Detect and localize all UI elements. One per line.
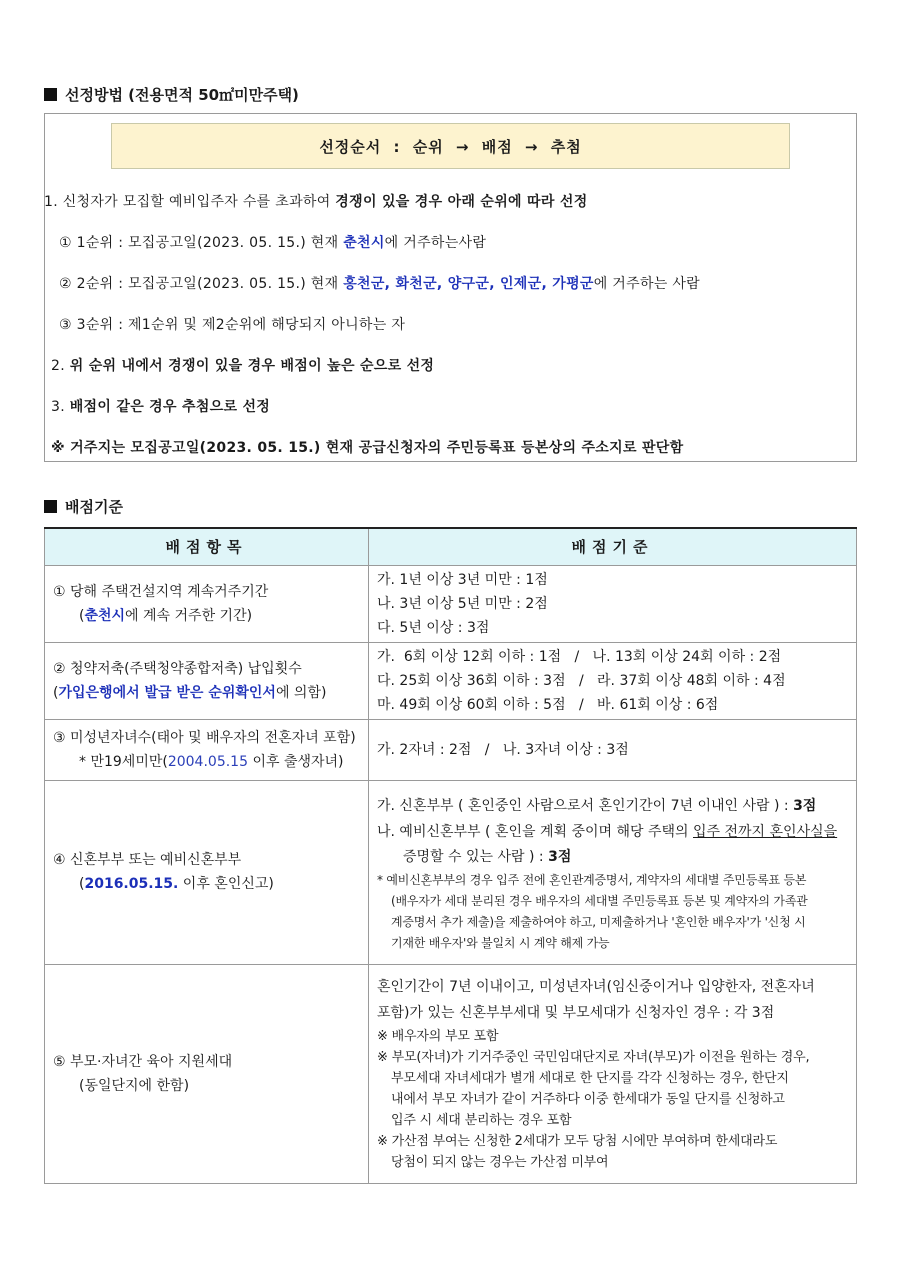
- section-title-text: 배점기준: [65, 498, 123, 516]
- score-criteria: 혼인기간이 7년 이내이고, 미성년자녀(임신중이거나 입양한자, 전혼자녀 포함)가 있는 신혼부부세대 및 부모세대가 신청자인 경우 : 각 3점 ※ 배우자의 부모 포함 ※ 부모(자녀)가 기거주중인 국민임대단지로 자녀(부모)가 이전을 원하는 경우, 부모세대 자녀세대가 별개 세대로 한 단지를 각각 신청하는 경우, 한단지 내에서 부모 자녀가 같이 거주하다 이중 한세대가 동일 단지를 신청하고 입주 시 세대 분리하는 경우 포함 ※ 가산점 부여는 신청한 2세대가 모두 당첨 시에만 부여하며 한세대라도 당첨이 되지 않는 경우는 가산점 미부여: [369, 964, 857, 1183]
- table-row: [45, 642, 857, 719]
- table-header-row: [45, 528, 857, 565]
- selection-order-box: 선정순서 : 순위 → 배점 → 추첨: [111, 123, 790, 169]
- rank-1: ① 1순위 : 모집공고일(2023. 05. 15.) 현재 춘천시에 거주하는사람: [59, 235, 487, 251]
- section-title-text: 선정방법 (전용면적 50㎡미만주택): [65, 86, 299, 104]
- section-title-scoring: [44, 496, 123, 517]
- competition-rule: 1. 신청자가 모집할 예비입주자 수를 초과하여 경쟁이 있을 경우 아래 순위에 따라 선정: [44, 194, 588, 210]
- score-criteria: 가. 신혼부부 ( 혼인중인 사람으로서 혼인기간이 7년 이내인 사람 ) : 3점 나. 예비신혼부부 ( 혼인을 계획 중이며 해당 주택의 입주 전까지 혼인사실을 증명할 수 있는 사람 ) : 3점 * 예비신혼부부의 경우 입주 전에 혼인관계증명서, 계약자의 세대별 주민등록표 등본 (배우자가 세대 분리된 경우 배우자의 세대별 주민등록표 등본 및 계약자의 가족관 계증명서 추가 제출)을 제출하여야 하고, 미제출하거나 '혼인한 배우자'가 '신청 시 기재한 배우자'와 불일치 시 계약 해제 가능: [369, 780, 857, 964]
- score-criteria: 가. 2자녀 : 2점 / 나. 3자녀 이상 : 3점: [369, 719, 857, 780]
- table-row: [45, 964, 857, 1183]
- score-item: ④ 신혼부부 또는 예비신혼부부 (2016.05.15. 이후 혼인신고): [45, 780, 369, 964]
- black-square-icon: [44, 88, 57, 101]
- selection-method-box: [44, 113, 857, 462]
- scoring-table: [44, 527, 857, 1184]
- table-row: [45, 719, 857, 780]
- black-square-icon: [44, 500, 57, 513]
- rank-2: ② 2순위 : 모집공고일(2023. 05. 15.) 현재 홍천군, 화천군, 양구군, 인제군, 가평군에 거주하는 사람: [59, 276, 700, 292]
- header-score-item: 배점항목: [45, 528, 369, 565]
- score-rule: 2. 위 순위 내에서 경쟁이 있을 경우 배점이 높은 순으로 선정: [51, 358, 435, 374]
- residence-note: ※ 거주지는 모집공고일(2023. 05. 15.) 현재 공급신청자의 주민등록표 등본상의 주소지로 판단함: [51, 440, 684, 456]
- score-criteria: 가. 1년 이상 3년 미만 : 1점 나. 3년 이상 5년 미만 : 2점 다. 5년 이상 : 3점: [369, 565, 857, 642]
- section-title-selection: [44, 84, 299, 105]
- score-item: ⑤ 부모·자녀간 육아 지원세대 (동일단지에 한함): [45, 964, 369, 1183]
- header-score-criteria: 배점기준: [369, 528, 857, 565]
- score-item: ① 당해 주택건설지역 계속거주기간 (춘천시에 계속 거주한 기간): [45, 565, 369, 642]
- rank-3: ③ 3순위 : 제1순위 및 제2순위에 해당되지 아니하는 자: [59, 317, 406, 333]
- lottery-rule: 3. 배점이 같은 경우 추첨으로 선정: [51, 399, 271, 415]
- score-item: ② 청약저축(주택청약종합저축) 납입횟수 (가입은행에서 발급 받은 순위확인서에 의함): [45, 642, 369, 719]
- score-item: ③ 미성년자녀수(태아 및 배우자의 전혼자녀 포함) * 만19세미만(2004.05.15 이후 출생자녀): [45, 719, 369, 780]
- table-row: [45, 565, 857, 642]
- score-criteria: 가. 6회 이상 12회 이하 : 1점 / 나. 13회 이상 24회 이하 : 2점 다. 25회 이상 36회 이하 : 3점 / 라. 37회 이상 48회 이하 : 4점 마. 49회 이상 60회 이하 : 5점 / 바. 61회 이상 : 6점: [369, 642, 857, 719]
- table-row: [45, 780, 857, 964]
